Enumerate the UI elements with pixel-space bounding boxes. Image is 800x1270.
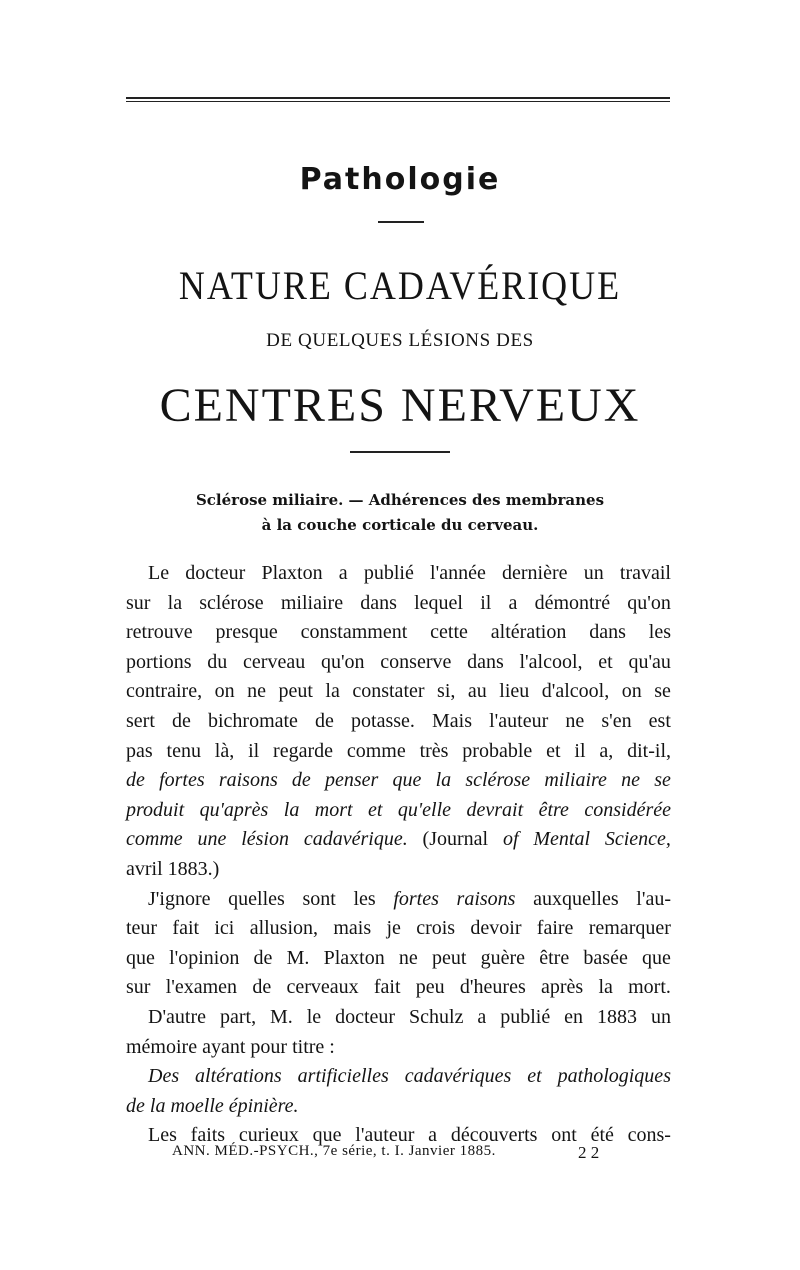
word: il <box>574 739 586 762</box>
word: l'examen <box>165 976 238 999</box>
word: Schulz <box>409 1006 464 1028</box>
word: a <box>477 1006 487 1028</box>
word: la <box>435 769 452 792</box>
word: lésion <box>241 828 289 851</box>
word: de <box>126 1094 145 1117</box>
word: je <box>386 917 401 940</box>
word: portions <box>126 650 192 673</box>
word: dans <box>467 650 504 673</box>
word: mort. <box>628 976 671 999</box>
word: de <box>253 946 273 969</box>
word: de <box>252 976 272 999</box>
body-line <box>126 947 671 975</box>
word: conserve <box>380 650 452 673</box>
word: fait <box>373 976 401 999</box>
word: ne <box>247 680 266 703</box>
word: Science, <box>604 828 671 851</box>
word: et <box>598 650 613 673</box>
word: pathologiques <box>557 1065 671 1088</box>
word: Mais <box>432 710 472 732</box>
word: ne <box>398 946 418 969</box>
word: les <box>353 887 376 910</box>
word: un <box>583 562 604 584</box>
subheading-line-2: à la couche corticale du cerveau. <box>261 516 539 534</box>
word: presque <box>215 621 278 644</box>
word: miliaire <box>544 769 607 792</box>
word: bichromate <box>207 710 298 732</box>
word: au <box>467 680 487 703</box>
word: devrait <box>466 798 524 821</box>
word: de <box>291 769 311 792</box>
word: comme <box>346 739 406 762</box>
body-line <box>126 740 671 768</box>
word: 1883.) <box>167 858 220 880</box>
word: et <box>527 1065 542 1088</box>
word: quelles <box>228 887 285 910</box>
word: la <box>167 591 183 614</box>
word: remarquer <box>588 917 671 940</box>
word: fortes <box>393 887 439 910</box>
word: 1883 <box>597 1006 637 1028</box>
word: fortes <box>159 769 205 792</box>
body-line <box>126 680 671 708</box>
word: lequel <box>414 591 463 614</box>
word: qu'on <box>627 591 671 614</box>
word: être <box>538 798 569 821</box>
word: se <box>654 769 671 792</box>
word: découverts <box>450 1124 538 1147</box>
word: dans <box>589 621 626 644</box>
body-line <box>126 769 671 797</box>
word: sur <box>126 976 151 999</box>
word: guère <box>480 946 526 969</box>
word: de <box>315 710 334 732</box>
word: altérations <box>195 1065 282 1088</box>
word: après <box>540 976 584 999</box>
word: mort <box>314 798 353 821</box>
word: l'alcool, <box>519 650 583 673</box>
word: cadavériques <box>404 1065 512 1088</box>
article-title-line-3: CENTRES NERVEUX <box>159 379 641 432</box>
word: qu'au <box>628 650 671 673</box>
word: peut <box>278 680 313 703</box>
word: sclérose <box>199 591 264 614</box>
signature-mark: 2 2 <box>578 1143 600 1162</box>
word: raisons <box>456 887 516 910</box>
word: M. <box>270 1006 293 1028</box>
word: la <box>598 976 613 999</box>
word: docteur <box>335 1006 396 1028</box>
word: sclérose <box>465 769 531 792</box>
word: peu <box>415 976 445 999</box>
word: auxquelles <box>533 887 619 910</box>
word: devoir <box>470 917 522 940</box>
word: publié <box>500 1006 551 1028</box>
word: a <box>338 562 348 584</box>
word: se <box>654 680 671 703</box>
top-rule-thick <box>126 97 670 99</box>
article-title-line-1: NATURE CADAVÉRIQUE <box>178 263 622 308</box>
word: Mental <box>533 828 590 851</box>
word: : <box>329 1035 335 1058</box>
word: constater <box>352 680 425 703</box>
word: M. <box>286 946 310 969</box>
article-title-line-2: DE QUELQUES LÉSIONS DES <box>266 330 534 351</box>
word: teur <box>126 917 158 940</box>
word: cette <box>430 621 468 644</box>
word: produit <box>126 798 185 821</box>
word: peut <box>432 946 467 969</box>
word: si, <box>437 680 456 703</box>
word: qu'on <box>320 650 365 673</box>
body-line <box>126 592 671 620</box>
word: on <box>214 680 235 703</box>
word: l'auteur <box>355 1124 415 1147</box>
word: titre <box>292 1035 325 1058</box>
subheading-line-1: Sclérose miliaire. — Adhérences des membranes <box>195 491 605 509</box>
word: cons- <box>627 1124 671 1147</box>
word: être <box>539 946 570 969</box>
word: lieu <box>499 680 530 703</box>
body-line <box>126 858 671 886</box>
word: raisons <box>218 769 278 792</box>
body-line <box>126 651 671 679</box>
running-footer: ANN. MÉD.-PSYCH., 7e série, t. I. Janvier 1885. <box>172 1143 496 1159</box>
word: faits <box>190 1124 226 1147</box>
word: travail <box>619 562 671 584</box>
body-line <box>126 1036 671 1064</box>
word: dernière <box>502 562 568 584</box>
word: ici <box>214 917 235 940</box>
word: fait <box>172 917 200 940</box>
word: altération <box>490 621 567 644</box>
word: miliaire <box>280 591 344 614</box>
word: crois <box>416 917 456 940</box>
word: de <box>171 710 191 732</box>
word: ne <box>565 710 585 732</box>
word: du <box>207 650 228 673</box>
top-double-rule <box>126 97 670 103</box>
word: Le <box>148 562 170 584</box>
body-line <box>148 888 671 916</box>
word: basée <box>583 946 628 969</box>
word: constamment <box>300 621 408 644</box>
word: Des <box>148 1065 180 1088</box>
body-line <box>126 1095 671 1123</box>
word: est <box>648 710 671 732</box>
word: tenu <box>166 739 201 762</box>
word: D'autre <box>148 1006 207 1028</box>
word: que <box>126 946 155 969</box>
word: là, <box>214 739 235 762</box>
body-line <box>126 976 671 1004</box>
word: épinière. <box>228 1094 299 1117</box>
word: dans <box>360 591 397 614</box>
word: contraire, <box>126 680 203 703</box>
word: mais <box>333 917 372 940</box>
section-divider <box>378 221 424 223</box>
body-line <box>126 621 671 649</box>
word: une <box>197 828 227 851</box>
word: que <box>312 1124 342 1147</box>
word: avril <box>126 858 163 880</box>
word: a <box>428 1124 438 1147</box>
word: considérée <box>584 798 671 821</box>
word: sont <box>302 887 336 910</box>
word: la <box>149 1094 166 1117</box>
word: curieux <box>238 1124 299 1147</box>
word: et <box>368 798 383 821</box>
word: allusion, <box>249 917 319 940</box>
title-divider <box>350 451 450 453</box>
word: J'ignore <box>148 887 211 910</box>
body-line <box>126 799 671 827</box>
word: moelle <box>170 1094 224 1117</box>
word: probable <box>462 739 533 762</box>
word: Plaxton <box>323 946 385 969</box>
word: l'année <box>430 562 486 584</box>
word: en <box>564 1006 584 1028</box>
word: il <box>248 739 260 762</box>
word: que <box>642 946 671 969</box>
body-line <box>148 1065 671 1093</box>
section-title: Pathologie <box>299 162 501 197</box>
word: cerveau <box>243 650 306 673</box>
word: on <box>621 680 642 703</box>
word: pour <box>250 1035 288 1058</box>
body-line <box>126 828 671 856</box>
word: la <box>283 798 300 821</box>
word: publié <box>363 562 414 584</box>
word: sert <box>126 710 155 732</box>
word: ayant <box>202 1035 246 1058</box>
word: (Journal <box>422 828 489 851</box>
word: a <box>508 591 518 614</box>
word: démontré <box>534 591 611 614</box>
word: très <box>419 739 449 762</box>
body-line <box>148 562 671 590</box>
body-line <box>148 1006 671 1034</box>
word: mémoire <box>126 1035 198 1058</box>
word: Plaxton <box>261 562 323 584</box>
word: l'auteur <box>489 710 549 732</box>
word: qu'elle <box>397 798 452 821</box>
word: of <box>502 828 519 851</box>
word: d'alcool, <box>541 680 610 703</box>
word: pas <box>126 739 153 762</box>
word: l'au- <box>636 887 671 910</box>
word: cerveaux <box>286 976 359 999</box>
word: d'heures <box>459 976 526 999</box>
word: Les <box>148 1124 177 1147</box>
word: qu'après <box>199 798 269 821</box>
word: s'en <box>601 710 632 732</box>
word: la <box>325 680 340 703</box>
word: retrouve <box>126 621 193 644</box>
word: penser <box>325 769 379 792</box>
word: regarde <box>273 739 333 762</box>
word: il <box>480 591 492 614</box>
word: ne <box>621 769 640 792</box>
word: le <box>306 1006 322 1028</box>
word: artificielles <box>297 1065 389 1088</box>
body-line <box>126 710 671 738</box>
word: et <box>546 739 561 762</box>
word: les <box>648 621 671 644</box>
word: sur <box>126 591 151 614</box>
word: un <box>650 1006 671 1028</box>
top-rule-thin <box>126 101 670 102</box>
word: potasse. <box>351 710 415 732</box>
body-line <box>126 917 671 945</box>
word: été <box>590 1124 614 1147</box>
word: comme <box>126 828 183 851</box>
word: dit-il, <box>627 739 671 762</box>
word: a, <box>599 739 614 762</box>
word: part, <box>219 1006 257 1028</box>
word: l'opinion <box>169 946 240 969</box>
word: cadavérique. <box>303 828 408 851</box>
word: faire <box>536 917 574 940</box>
word: docteur <box>185 562 246 584</box>
word: de <box>126 769 145 792</box>
word: ont <box>551 1124 577 1147</box>
word: que <box>392 769 422 792</box>
